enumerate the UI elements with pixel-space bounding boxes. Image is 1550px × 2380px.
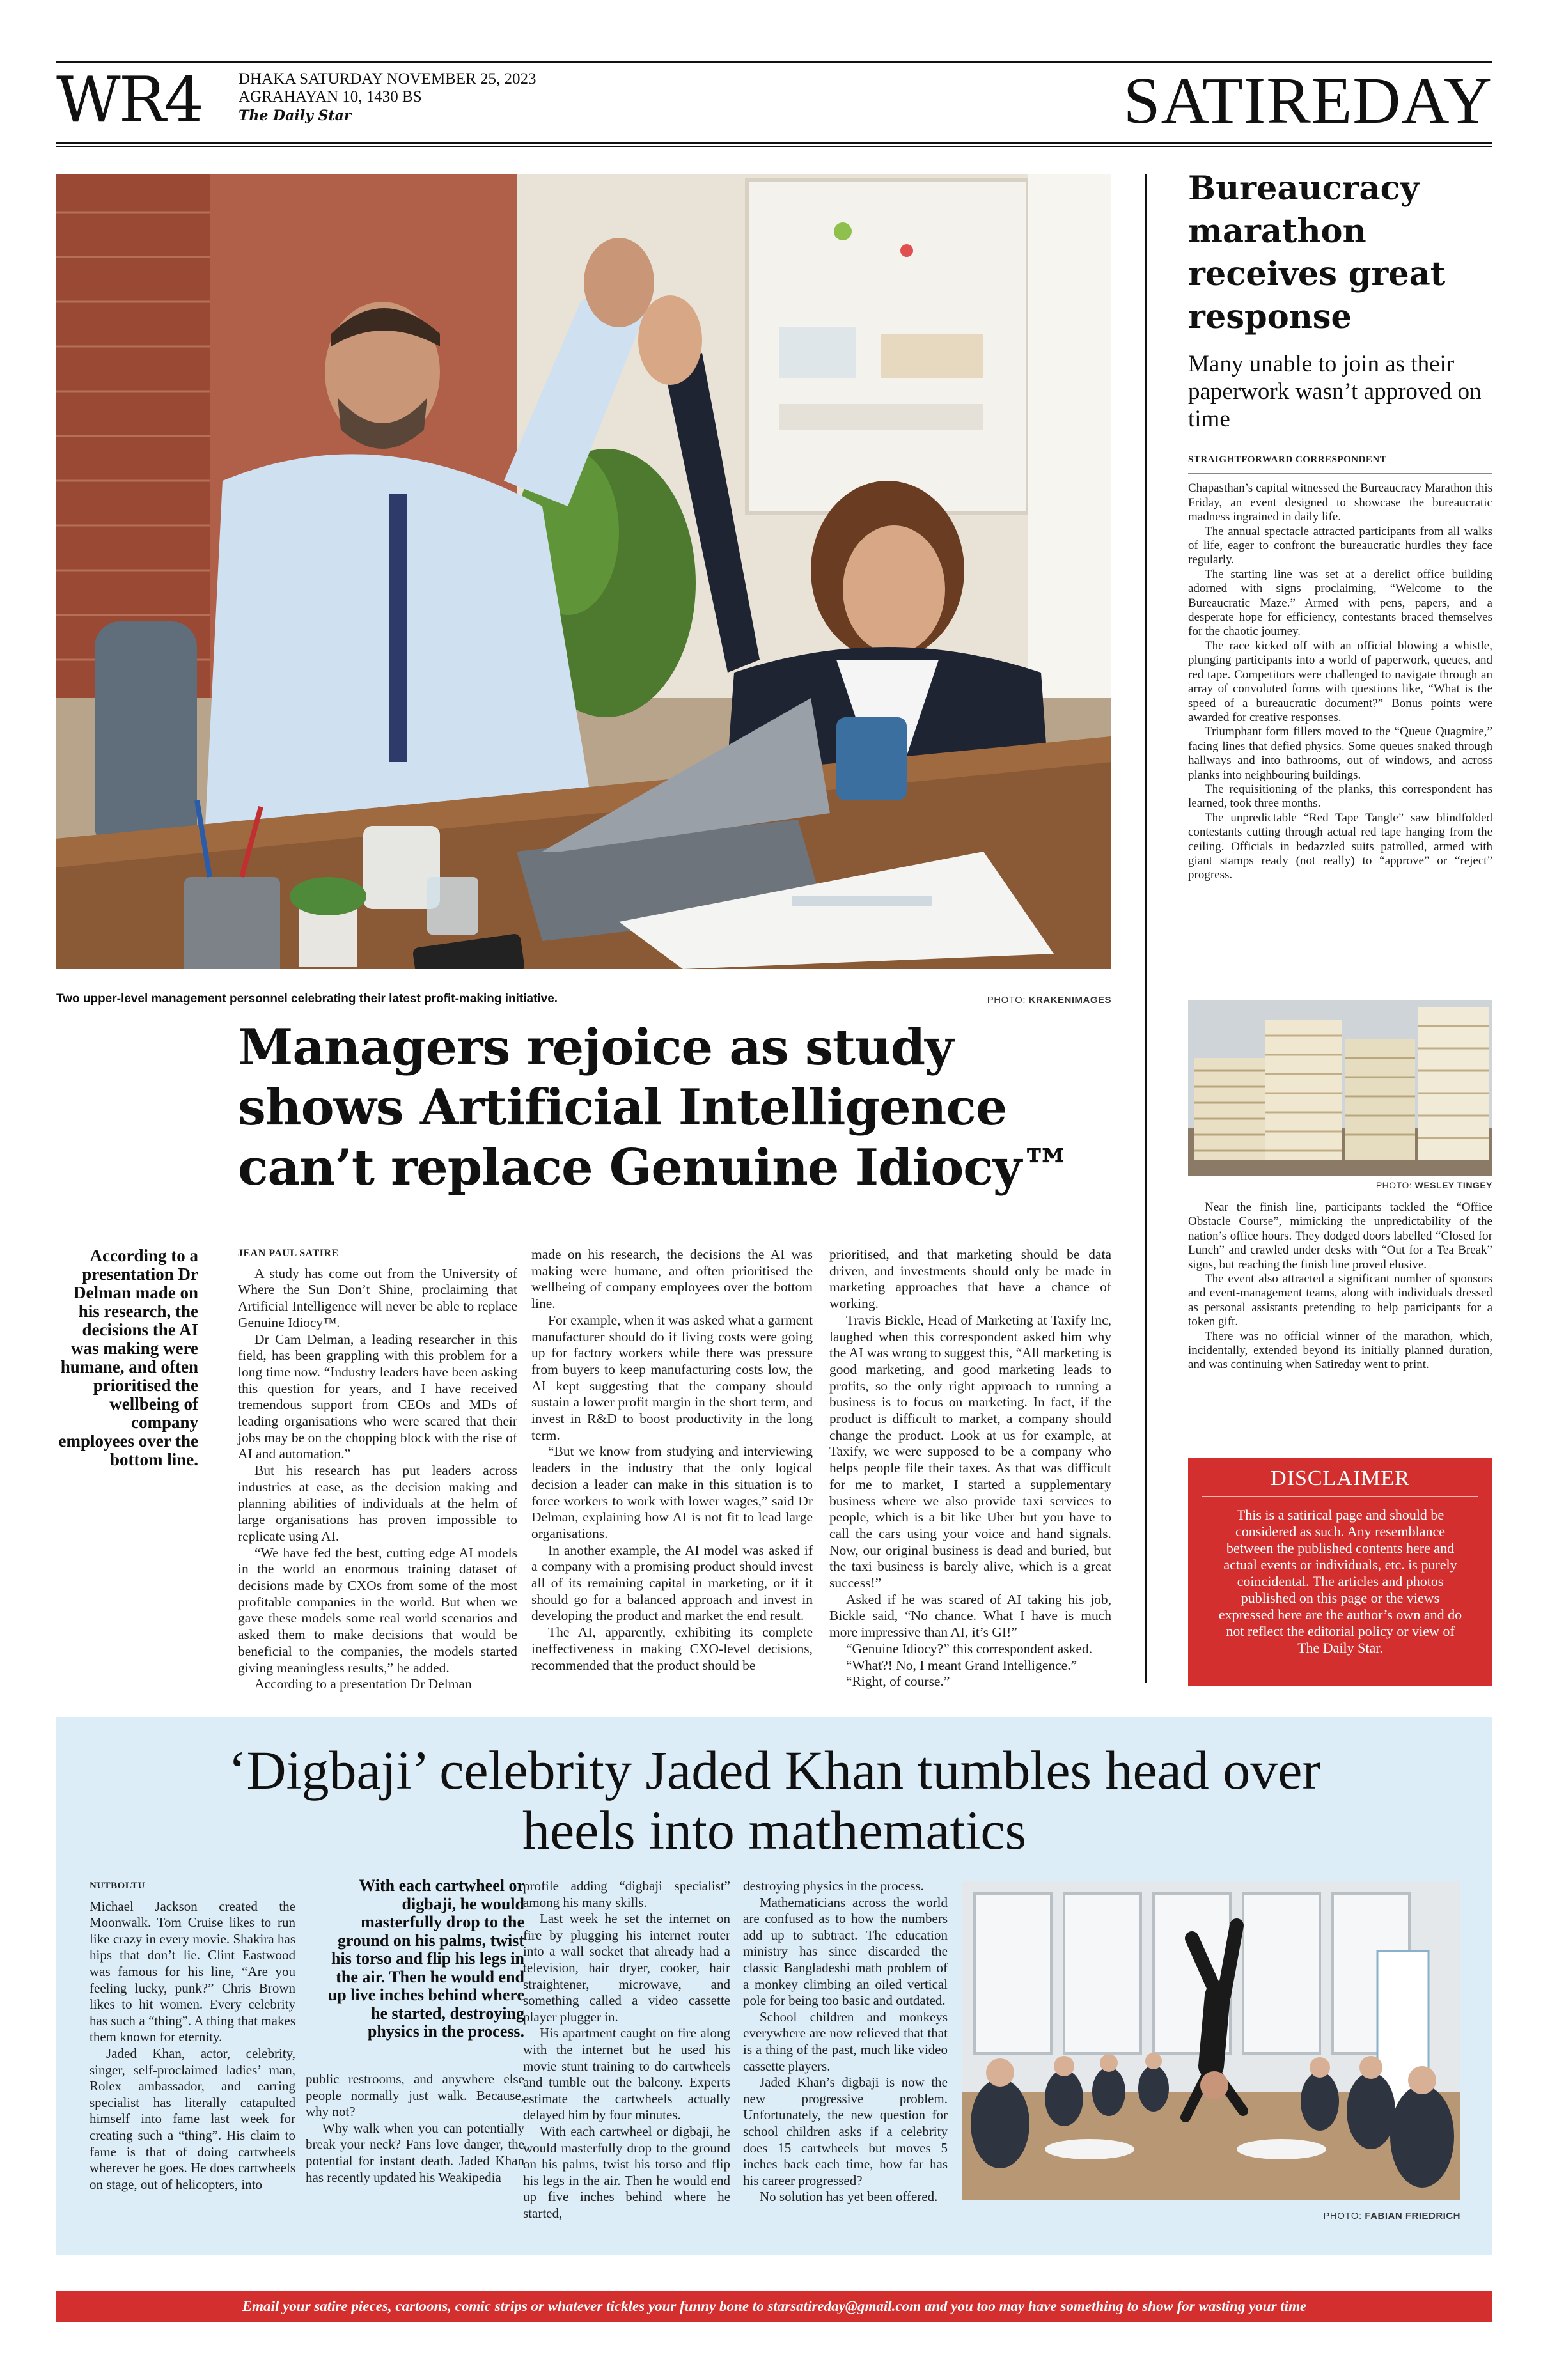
main-byline: JEAN PAUL SATIRE <box>238 1248 339 1259</box>
paper-name-logo: The Daily Star <box>239 107 352 124</box>
main-photo-caption: Two upper-level management personnel celebrating their latest profit-making initiative. <box>56 992 558 1006</box>
masthead-bottom-rule-thin <box>56 146 1492 147</box>
bottom-col4-para: destroying physics in the process. <box>743 1878 924 1894</box>
side-story-body-top <box>1188 453 1492 883</box>
bottom-photo-cartwheel-conference <box>962 1881 1460 2200</box>
bottom-col2-para: public restrooms, and anywhere else people normally just walk. Because, why not? <box>306 2071 524 2120</box>
main-col3-para: Asked if he was scared of AI taking his job, Bickle said, “No chance. What I have is much more impressive than AI, it’s GI!” <box>829 1591 1111 1640</box>
main-col2-para: The AI, apparently, exhibiting its complete ineffectiveness in making CXO-level decisions, recommended that the product should be <box>531 1624 813 1673</box>
side-photo-credit: PHOTO: WESLEY TINGEY <box>1375 1180 1492 1190</box>
column-divider <box>1145 174 1147 1683</box>
date-line: DHAKA SATURDAY NOVEMBER 25, 2023 <box>239 70 536 88</box>
footer-text: Email your satire pieces, cartoons, comic strips or whatever tickles your funny bone to starsatireday@gmail.com and you too may have something to show for wasting your time <box>242 2298 1307 2314</box>
bottom-col1-para: Jaded Khan, actor, celebrity, singer, self-proclaimed ladies’ man, Rolex ambassador, and earring specialist has literally catapulted himself into fame last week for creating such a “thing”. His claim to fame is that of doing cartwheels wherever he goes. He does cartwheels on stage, out of helicopters, into <box>90 2045 295 2192</box>
side-para: There was no official winner of the marathon, which, incidentally, extended beyond its initially planned duration, and was continuing when Satireday went to print. <box>1188 1329 1492 1372</box>
bottom-col4-para: No solution has yet been offered. <box>760 2189 938 2205</box>
side-byline-rule <box>1188 473 1492 474</box>
bottom-story-column-2 <box>306 2071 524 2186</box>
side-para: The annual spectacle attracted participants from all walks of life, eager to confront the bureaucratic hurdles they face regularly. <box>1188 524 1492 567</box>
main-col1-para: But his research has put leaders across industries at ease, as the decision making and planning abilities of individuals at the helm of large organisations has proven impossible to replicate using AI. <box>238 1463 517 1544</box>
bottom-pullquote: With each cartwheel or digbaji, he would masterfully drop to the ground on his palms, twist his torso and flip his legs in the air. Then he would end up live inches behind where he started, destroying physics in the process. <box>327 1876 524 2041</box>
side-para: Chapasthan’s capital witnessed the Bureaucracy Marathon this Friday, an event designed to showcase the bureaucratic madness ingrained in daily life. <box>1188 481 1492 524</box>
bangla-date: AGRAHAYAN 10, 1430 BS <box>239 88 422 105</box>
main-headline-line-3: can’t replace Genuine Idiocy™ <box>238 1139 1071 1197</box>
masthead-top-rule <box>56 61 1492 63</box>
main-col3-para: prioritised, and that marketing should be data driven, and investments should only be made in marketing approaches that have a chance of working. <box>829 1247 1111 1312</box>
bottom-col4-para: Jaded Khan’s digbaji is now the new progressive problem. Unfortunately, the new question for school children asks if a celebrity does 15 cartwheels but moves 5 inches back each time, how far has his career progressed? <box>743 2074 948 2188</box>
bottom-col3-para: Last week he set the internet on fire by plugging his internet router into a wall socket that already had a television, hair dryer, cooker, hair straightener, microwave, and something called a video cassette player plugger in. <box>523 1911 730 2025</box>
side-para: The starting line was set at a derelict office building adorned with signs proclaiming, “Welcome to the Bureaucratic Maze.” Armed with pens, papers, and a desperate hope for efficiency, contestants braced themselves for the chaotic journey. <box>1188 567 1492 639</box>
bottom-col3-para: With each cartwheel or digbaji, he would masterfully drop to the ground on his palms, twist his torso and flip his legs in the air. Then he would end up five inches behind where he started, <box>523 2123 730 2221</box>
bottom-headline <box>56 1740 1492 1860</box>
main-headline-line-2: shows Artificial Intelligence <box>238 1078 1007 1137</box>
main-photo-credit: PHOTO: KRAKENIMAGES <box>987 995 1111 1006</box>
side-para: The requisitioning of the planks, this correspondent has learned, took three months. <box>1188 782 1492 811</box>
main-col1-para: “We have fed the best, cutting edge AI models in the world an enormous training dataset of decisions made by CXOs from some of the most profitable companies in the world. But when we gave these models some real world scenarios and asked them to make decisions that would be beneficial to the companies, the models started giving meaningless results,” he added. <box>238 1544 517 1676</box>
bottom-col3-para: profile adding “digbaji specialist” among his many skills. <box>523 1878 730 1910</box>
bottom-col4-para: Mathematicians across the world are confused as to how the numbers add up to subtract. The education ministry has since discarded the classic Bangladeshi math problem of a monkey climbing an oiled vertical pole for being too basic and outdated. <box>743 1894 948 2009</box>
disclaimer-box <box>1188 1458 1492 1686</box>
main-col2-para: “But we know from studying and interviewing leaders in the industry that the only logical decision a leader can make in this situation is to force workers to work with lower wages,” said Dr Delman, explaining how AI is not fit to lead large organisations. <box>531 1443 813 1541</box>
bottom-story-column-1 <box>90 1878 295 2193</box>
side-photo-paper-stacks <box>1188 1000 1492 1176</box>
side-byline: STRAIGHTFORWARD CORRESPONDENT <box>1188 455 1387 465</box>
main-story-column-1 <box>238 1245 517 1693</box>
page-number: WR4 <box>56 64 202 137</box>
side-headline: Bureaucracy marathon receives great response <box>1188 169 1446 336</box>
footer-bar <box>56 2291 1492 2322</box>
main-headline <box>238 1018 1111 1198</box>
side-para: The event also attracted a significant number of sponsors and event-management teams, along with individuals dressed as personal assistants pretending to help participants for a token gift. <box>1188 1272 1492 1329</box>
side-para: The race kicked off with an official blowing a whistle, plunging participants into a world of paperwork, queues, and red tape. Competitors were challenged to navigate through an array of convoluted forms with questions like, “What is the speed of a bureaucratic document?” Bonus points were awarded for creative responses. <box>1188 639 1492 724</box>
bottom-headline-line-1: ‘Digbaji’ celebrity Jaded Khan tumbles head over <box>228 1739 1321 1801</box>
bottom-col1-para: Michael Jackson created the Moonwalk. Tom Cruise likes to run like crazy in every movie. Shakira has hips that don’t lie. Clint Eastwood was famous for his line, “Are you feeling lucky, punk?” Chris Brown likes to hit women. Every celebrity has such a “thing”. A thing that makes them known for eternity. <box>90 1898 295 2045</box>
main-photo-office-high-five <box>56 174 1111 969</box>
main-col2-para: For example, when it was asked what a garment manufacturer should do if living costs were going up for factory workers while there was pressure from buyers to keep manufacturing costs low, the AI kept suggesting that the company should sustain a lower profit margin in the short term, and invest in R&D to boost productivity in the long term. <box>531 1312 813 1443</box>
main-col1-para: A study has come out from the University of Where the Sun Don’t Shine, proclaiming that Artificial Intelligence will never be able to replace Genuine Idiocy™. <box>238 1265 517 1330</box>
main-col3-para: Travis Bickle, Head of Marketing at Taxify Inc, laughed when this correspondent asked him why the AI was wrong to suggest this, “All marketing is good marketing, and good marketing leads to profits, so the only right approach to running a business is to focus on marketing. In fact, if the product is difficult to market, a company should change the product. Look at us for example, at Taxify, we were supposed to be a company who helps people file their taxes. As that was difficult for me to market, I started a supplementary business where we also provide taxi services to people, which is a bit like Uber but you have to call the cars using your voice and hand signals. Now, our original business is dead and buried, but the taxi business is barely alive, which is a great success!” <box>829 1312 1111 1591</box>
main-story-column-2 <box>531 1247 813 1674</box>
masthead-bottom-rule <box>56 142 1492 144</box>
side-story-body-bottom <box>1188 1201 1492 1373</box>
bottom-col3-para: His apartment caught on fire along with the internet but he used his movie stunt training to do cartwheels and tumble out the balcony. Experts estimate the cartwheels actually delayed him by four minutes. <box>523 2025 730 2123</box>
bottom-photo-credit: PHOTO: FABIAN FRIEDRICH <box>1323 2211 1460 2221</box>
side-para: The unpredictable “Red Tape Tangle” saw blindfolded contestants cutting through actual red tape hanging from the ceiling. Officials in bedazzled suits patrolled, armed with giant stamps ready (not really) to “approve” or “reject” progress. <box>1188 811 1492 882</box>
main-headline-line-1: Managers rejoice as study <box>238 1018 953 1077</box>
section-title: SATIREDAY <box>1123 64 1492 137</box>
bottom-headline-line-2: heels into mathematics <box>522 1800 1027 1861</box>
main-col3-para: “Right, of course.” <box>846 1674 950 1690</box>
side-para: Triumphant form fillers moved to the “Queue Quagmire,” facing lines that defied physics. Some queues snaked through hallways and into bathrooms, out of windows, and across planks into neighbouring buildings. <box>1188 725 1492 782</box>
disclaimer-title: DISCLAIMER <box>1202 1466 1478 1497</box>
bottom-story-column-4 <box>743 1878 948 2205</box>
main-col1-para: According to a presentation Dr Delman <box>254 1676 472 1692</box>
bottom-col2-para: Why walk when you can potentially break your neck? Fans love danger, the potential for instant death. Jaded Khan has recently updated his Weakipedia <box>306 2120 524 2185</box>
main-story-column-3 <box>829 1247 1111 1690</box>
side-deck: Many unable to join as their paperwork wasn’t approved on time <box>1188 351 1482 432</box>
main-col1-para: Dr Cam Delman, a leading researcher in this field, has been grappling with this problem for a long time now. “Industry leaders have been asking this question for years, and I have received tremendous support from CEOs and MDs of leading organisations who were scared that their jobs may be on the chopping block with the rise of AI and automation.” <box>238 1331 517 1462</box>
bottom-col4-para: School children and monkeys everywhere are now relieved that that is a thing of the past, much like video cassette players. <box>743 2009 948 2074</box>
disclaimer-text: This is a satirical page and should be considered as such. Any resemblance between the published contents here and actual events or individuals, etc. is purely coincidental. The articles and photos published on this page or the views expressed here are the author’s own and do not reflect the editorial policy or view of The Daily Star. <box>1218 1507 1462 1656</box>
main-pullquote: According to a presentation Dr Delman made on his research, the decisions the AI was making were humane, and often prioritised the wellbeing of company employees over the bottom line. <box>58 1246 198 1469</box>
bottom-byline: NUTBOLTU <box>90 1881 145 1891</box>
main-col2-para: made on his research, the decisions the AI was making were humane, and often prioritised the wellbeing of company employees over the bottom line. <box>531 1247 813 1312</box>
main-col2-para: In another example, the AI model was asked if a company with a promising product should invest all of its remaining capital in marketing, or if it should go for a balanced approach and invest in developing the product and market the end result. <box>531 1542 813 1624</box>
bottom-story-column-3 <box>523 1878 730 2221</box>
main-col3-para: “What?! No, I meant Grand Intelligence.” <box>846 1657 1077 1673</box>
side-para: Near the finish line, participants tackled the “Office Obstacle Course”, mimicking the unpredictability of the nation’s office hours. They dodged doors labelled “Closed for Lunch” and crawled under desks with “Out for a Tea Break” signs, but reaching the finish line proved elusive. <box>1188 1201 1492 1272</box>
main-col3-para: “Genuine Idiocy?” this correspondent asked. <box>846 1640 1093 1656</box>
